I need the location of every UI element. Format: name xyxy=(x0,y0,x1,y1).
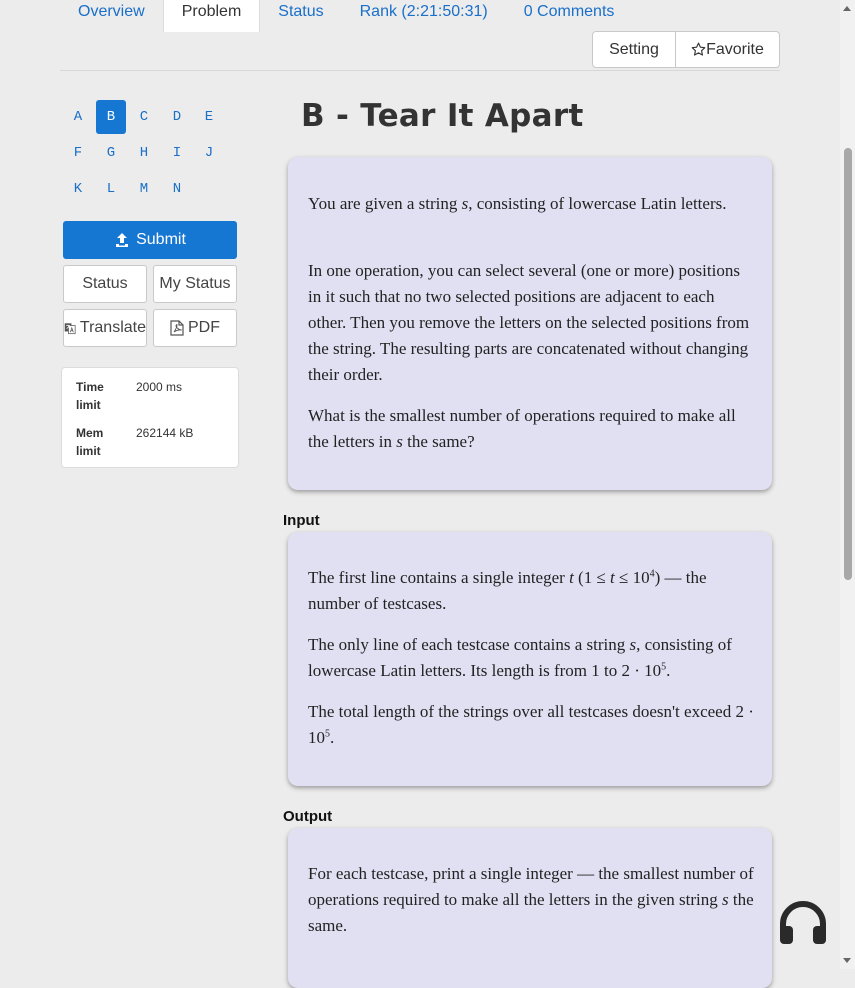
time-limit-label: Time limit xyxy=(76,380,104,412)
tab-rank[interactable]: Rank (2:21:50:31) xyxy=(359,3,488,20)
problem-letter-g[interactable]: G xyxy=(106,145,116,161)
output-box xyxy=(288,828,772,988)
problem-letter-c[interactable]: C xyxy=(139,109,149,125)
translate-button[interactable] xyxy=(63,309,147,347)
scroll-thumb[interactable] xyxy=(844,148,852,580)
problem-letter-d[interactable]: D xyxy=(172,109,182,125)
input-heading: Input xyxy=(283,512,320,529)
output-heading: Output xyxy=(283,808,333,825)
tab-status[interactable]: Status xyxy=(278,3,324,20)
submit-label: Submit xyxy=(136,231,186,248)
problem-letter-f[interactable]: F xyxy=(73,145,83,161)
pdf-button[interactable] xyxy=(153,309,237,347)
output-paragraph-1: For each testcase, print a single integer — the smallest number of operations required to make all the letters in the given string s the same. xyxy=(308,864,754,935)
translate-label: Translate xyxy=(79,319,146,336)
setting-button[interactable]: Setting xyxy=(592,31,676,68)
input-box xyxy=(288,532,772,786)
problem-title: B - Tear It Apart xyxy=(301,98,584,134)
pdf-file-icon xyxy=(170,320,184,336)
favorite-button[interactable] xyxy=(676,31,780,68)
toolbar xyxy=(592,31,780,68)
tab-comments[interactable]: 0 Comments xyxy=(523,3,615,20)
problem-letter-b[interactable]: B xyxy=(96,100,126,134)
problem-letter-m[interactable]: M xyxy=(139,181,149,197)
headset-icon[interactable] xyxy=(778,900,828,946)
problem-letter-j[interactable]: J xyxy=(204,145,214,161)
vertical-scrollbar[interactable] xyxy=(840,0,855,969)
my-status-button[interactable]: My Status xyxy=(153,265,237,303)
mem-limit-label: Mem limit xyxy=(76,426,104,458)
star-icon xyxy=(691,42,706,57)
statement-paragraph-1: You are given a string s, consisting of lowercase Latin letters. xyxy=(308,194,727,213)
favorite-label: Favorite xyxy=(706,40,764,58)
statement-paragraph-3: What is the smallest number of operations required to make all the letters in s the same? xyxy=(308,406,736,451)
problem-letter-e[interactable]: E xyxy=(204,109,214,125)
problem-letter-i[interactable]: I xyxy=(172,145,182,161)
scroll-down-arrow-icon[interactable] xyxy=(843,958,851,963)
upload-icon xyxy=(114,232,130,248)
tab-overview[interactable]: Overview xyxy=(78,3,145,20)
statement-box xyxy=(288,157,772,490)
nav-divider xyxy=(60,70,780,71)
input-paragraph-3: The total length of the strings over all testcases doesn't exceed $2 \cdot 10^5$. xyxy=(308,702,754,747)
problem-letter-n[interactable]: N xyxy=(172,181,182,197)
problem-nav-tabs xyxy=(60,0,632,32)
pdf-label: PDF xyxy=(188,319,220,336)
scroll-up-arrow-icon[interactable] xyxy=(843,6,851,11)
problem-letter-l[interactable]: L xyxy=(106,181,116,197)
statement-paragraph-2: In one operation, you can select several (one or more) positions in it such that no two selected positions are adjacent to each other. Then you remove the letters on the selected positions from the string. The resulting parts are concatenated without changing their order. xyxy=(308,261,750,384)
tab-problem[interactable]: Problem xyxy=(163,0,261,32)
status-button[interactable]: Status xyxy=(63,265,147,303)
submit-button[interactable] xyxy=(63,221,237,259)
translate-icon xyxy=(64,321,76,336)
time-limit-value: 2000 ms xyxy=(136,380,183,394)
problem-letter-k[interactable]: K xyxy=(73,181,83,197)
mem-limit-value: 262144 kB xyxy=(136,426,194,440)
limits-panel xyxy=(61,367,239,468)
problem-letter-a[interactable]: A xyxy=(73,109,83,125)
problem-letter-h[interactable]: H xyxy=(139,145,149,161)
input-paragraph-1: The first line contains a single integer t $(1 \le t \le 10^4)$ — the number of testcases. xyxy=(308,568,707,613)
input-paragraph-2: The only line of each testcase contains a string s, consisting of lowercase Latin letters. Its length is from 1 to $2 \cdot 10^5$. xyxy=(308,635,732,680)
